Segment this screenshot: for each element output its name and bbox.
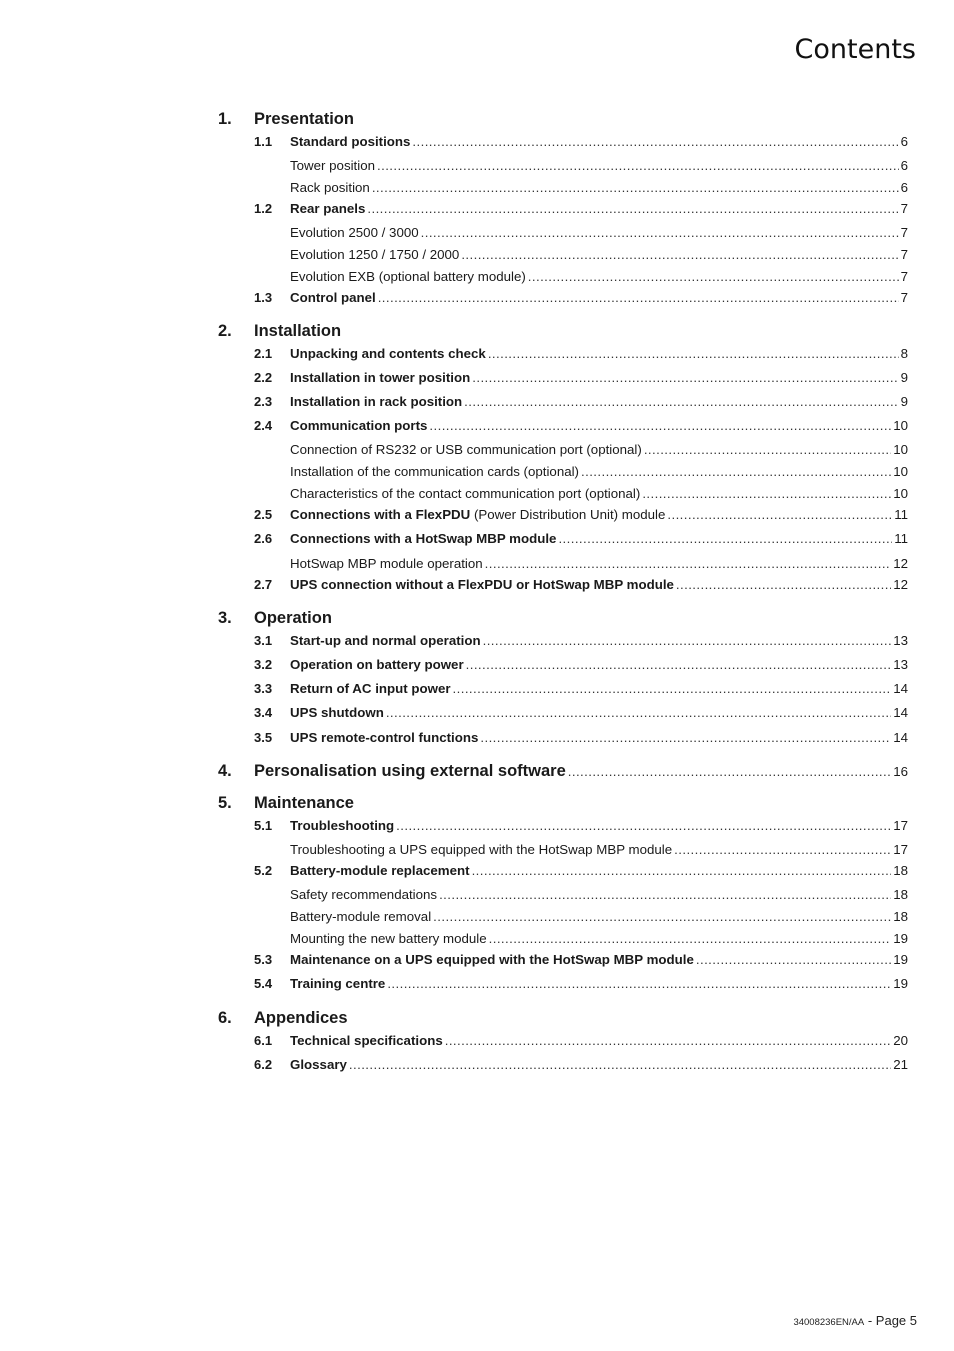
- toc-section-entry[interactable]: [218, 369, 908, 387]
- toc-entry-page-number: 11: [894, 531, 908, 546]
- dot-leader: [472, 369, 898, 387]
- toc-chapter-entry[interactable]: [218, 792, 908, 814]
- toc-entry-title-text: Rear panels: [290, 201, 366, 216]
- dot-leader: [367, 200, 898, 218]
- toc-entry-title-text: Troubleshooting a UPS equipped with the HotSwap MBP module: [290, 842, 673, 857]
- toc-entry-page-number: 19: [893, 976, 908, 991]
- page-title: Contents: [794, 34, 916, 65]
- toc-entry-page-number: 18: [893, 887, 908, 902]
- dot-leader: [667, 506, 892, 524]
- toc-entry-title-text: Unpacking and contents check: [290, 346, 486, 361]
- toc-section-entry[interactable]: [218, 345, 908, 363]
- toc-sub-entry[interactable]: [218, 224, 908, 242]
- toc-sub-entry[interactable]: [218, 268, 908, 286]
- toc-entry-title-text: Installation of the communication cards (optional): [290, 464, 579, 479]
- toc-sub-entry[interactable]: [218, 930, 908, 948]
- toc-section-entry[interactable]: [218, 680, 908, 698]
- toc-sub-entry[interactable]: [218, 157, 908, 175]
- toc-entry-title-text: Troubleshooting: [290, 818, 395, 833]
- toc-entry-title: [218, 1056, 347, 1074]
- toc-entry-number: 5.4: [254, 976, 273, 991]
- toc-entry-page-number: 6: [900, 180, 908, 195]
- toc-entry-title: [218, 680, 451, 698]
- toc-entry-page-number: 20: [893, 1033, 908, 1048]
- toc-entry-number: 3.4: [254, 705, 273, 720]
- toc-sub-entry[interactable]: [218, 908, 908, 926]
- toc-entry-title: [218, 607, 332, 629]
- toc-entry-page-number: 12: [893, 556, 908, 571]
- toc-entry-page-number: 7: [900, 247, 908, 262]
- toc-section-entry[interactable]: [218, 817, 908, 835]
- page-footer: [793, 1313, 917, 1328]
- toc-entry-title-text: Battery-module replacement: [290, 863, 470, 878]
- toc-entry-title: [218, 246, 459, 264]
- toc-entry-title-text: HotSwap MBP module operation: [290, 556, 483, 571]
- toc-sub-entry[interactable]: [218, 441, 908, 459]
- toc-entry-number: 1.3: [254, 290, 273, 305]
- toc-entry-title-text: Standard positions: [290, 134, 411, 149]
- dot-leader: [378, 289, 899, 307]
- toc-section-entry[interactable]: [218, 289, 908, 307]
- toc-entry-page-number: 7: [900, 290, 908, 305]
- toc-chapter-entry[interactable]: [218, 320, 908, 342]
- toc-entry-title-text: Maintenance on a UPS equipped with the HotSwap MBP module: [290, 952, 694, 967]
- toc-section-entry[interactable]: [218, 133, 908, 151]
- toc-entry-title-suffix: (Power Distribution Unit) module: [470, 507, 666, 522]
- dot-leader: [528, 268, 899, 286]
- toc-entry-number: 2.1: [254, 346, 273, 361]
- toc-entry-page-number: 18: [893, 909, 908, 924]
- toc-entry-title: [218, 951, 694, 969]
- toc-section-entry[interactable]: [218, 951, 908, 969]
- toc-entry-title-text: Appendices: [254, 1009, 348, 1027]
- toc-entry-title-text: Mounting the new battery module: [290, 931, 487, 946]
- toc-entry-number: 3.: [218, 609, 232, 627]
- dot-leader: [464, 393, 898, 411]
- toc-entry-number: 3.5: [254, 730, 273, 745]
- toc-entry-title: [218, 268, 526, 286]
- toc-entry-title: [218, 576, 674, 594]
- toc-entry-page-number: 19: [893, 931, 908, 946]
- toc-sub-entry[interactable]: [218, 886, 908, 904]
- toc-entry-page-number: 13: [893, 633, 908, 648]
- toc-entry-title-text: Characteristics of the contact communication port (optional): [290, 486, 641, 501]
- toc-entry-page-number: 16: [893, 764, 908, 779]
- dot-leader: [396, 817, 891, 835]
- toc-section-entry[interactable]: [218, 576, 908, 594]
- toc-entry-title-text: Connection of RS232 or USB communication port (optional): [290, 442, 642, 457]
- toc-entry-title-text: Rack position: [290, 180, 370, 195]
- dot-leader: [439, 886, 891, 904]
- toc-entry-title: [218, 441, 642, 459]
- toc-entry-page-number: 21: [893, 1057, 908, 1072]
- toc-entry-title: [218, 555, 483, 573]
- toc-entry-title-text: Start-up and normal operation: [290, 633, 481, 648]
- toc-entry-number: 1.: [218, 110, 232, 128]
- toc-chapter-entry[interactable]: [218, 1007, 908, 1029]
- dot-leader: [453, 680, 892, 698]
- dot-leader: [674, 841, 891, 859]
- toc-sub-entry[interactable]: [218, 841, 908, 859]
- toc-entry-title-text: Technical specifications: [290, 1033, 443, 1048]
- toc-entry-number: 5.: [218, 794, 232, 812]
- toc-section-entry[interactable]: [218, 417, 908, 435]
- toc-entry-title: [218, 1007, 348, 1029]
- dot-leader: [696, 951, 891, 969]
- dot-leader: [386, 704, 891, 722]
- toc-entry-title: [218, 841, 672, 859]
- toc-entry-number: 5.3: [254, 952, 273, 967]
- toc-chapter-entry[interactable]: [218, 108, 908, 130]
- toc-entry-number: 1.1: [254, 134, 273, 149]
- dot-leader: [433, 908, 891, 926]
- toc-entry-page-number: 7: [900, 201, 908, 216]
- toc-entry-page-number: 18: [893, 863, 908, 878]
- dot-leader: [412, 133, 898, 151]
- page-number: - Page 5: [864, 1313, 917, 1328]
- toc-entry-number: 3.1: [254, 633, 273, 648]
- toc-entry-title: [218, 417, 427, 435]
- toc-entry-number: 2.7: [254, 577, 273, 592]
- toc-entry-title-text: Evolution 1250 / 1750 / 2000: [290, 247, 460, 262]
- dot-leader: [581, 463, 891, 481]
- toc-entry-title-text: Maintenance: [254, 794, 354, 812]
- toc-entry-number: 2.5: [254, 507, 273, 522]
- toc-sub-entry[interactable]: [218, 246, 908, 264]
- toc-entry-title: [218, 224, 419, 242]
- dot-leader: [485, 555, 892, 573]
- toc-entry-title-text: Evolution 2500 / 3000: [290, 225, 419, 240]
- toc-sub-entry[interactable]: [218, 463, 908, 481]
- toc-entry-number: 6.: [218, 1009, 232, 1027]
- toc-entry-title: [218, 760, 566, 782]
- dot-leader: [349, 1056, 891, 1074]
- dot-leader: [429, 417, 891, 435]
- toc-entry-page-number: 14: [893, 705, 908, 720]
- toc-sub-entry[interactable]: [218, 555, 908, 573]
- dot-leader: [461, 246, 898, 264]
- toc-entry-page-number: 7: [900, 269, 908, 284]
- toc-entry-page-number: 10: [893, 418, 908, 433]
- toc-entry-page-number: 14: [893, 730, 908, 745]
- toc-entry-title-text: Operation: [254, 609, 332, 627]
- dot-leader: [568, 761, 891, 783]
- toc-entry-page-number: 17: [893, 842, 908, 857]
- toc-entry-title: [218, 320, 341, 342]
- toc-sub-entry[interactable]: [218, 179, 908, 197]
- toc-entry-title: [218, 506, 665, 524]
- toc-entry-page-number: 10: [893, 464, 908, 479]
- dot-leader: [644, 441, 891, 459]
- toc-entry-number: 3.3: [254, 681, 273, 696]
- toc-entry-title: [218, 133, 410, 151]
- toc-entry-page-number: 9: [900, 394, 908, 409]
- toc-entry-number: 1.2: [254, 201, 273, 216]
- toc-entry-title-text: Glossary: [290, 1057, 347, 1072]
- dot-leader: [488, 345, 899, 363]
- toc-entry-page-number: 6: [900, 158, 908, 173]
- toc-entry-number: 5.1: [254, 818, 273, 833]
- toc-entry-title-text: Installation in rack position: [290, 394, 463, 409]
- toc-entry-title-text: UPS remote-control functions: [290, 730, 479, 745]
- toc-entry-title-text: Connections with a HotSwap MBP module: [290, 531, 557, 546]
- toc-section-entry[interactable]: [218, 506, 908, 524]
- toc-section-entry[interactable]: [218, 1056, 908, 1074]
- toc-section-entry[interactable]: [218, 975, 908, 993]
- toc-chapter-entry[interactable]: [218, 760, 908, 783]
- dot-leader: [466, 656, 892, 674]
- toc-entry-page-number: 17: [893, 818, 908, 833]
- toc-entry-title-text: Training centre: [290, 976, 386, 991]
- toc-entry-title-text: UPS shutdown: [290, 705, 384, 720]
- dot-leader: [483, 632, 892, 650]
- toc-section-entry[interactable]: [218, 393, 908, 411]
- toc-entry-title-text: Personalisation using external software: [254, 762, 566, 780]
- dot-leader: [558, 530, 892, 548]
- toc-entry-page-number: 6: [900, 134, 908, 149]
- toc-entry-title: [218, 289, 376, 307]
- toc-entry-title-text: Battery-module removal: [290, 909, 432, 924]
- toc-entry-number: 2.2: [254, 370, 273, 385]
- toc-entry-page-number: 12: [893, 577, 908, 592]
- dot-leader: [377, 157, 899, 175]
- toc-section-entry[interactable]: [218, 200, 908, 218]
- toc-entry-title: [218, 157, 375, 175]
- dot-leader: [445, 1032, 891, 1050]
- dot-leader: [421, 224, 899, 242]
- toc-sub-entry[interactable]: [218, 485, 908, 503]
- toc-entry-title: [218, 886, 437, 904]
- toc-entry-title-text: Installation in tower position: [290, 370, 471, 385]
- toc-entry-title: [218, 200, 365, 218]
- toc-entry-page-number: 10: [893, 486, 908, 501]
- toc-entry-title: [218, 179, 370, 197]
- toc-entry-title: [218, 704, 384, 722]
- toc-entry-number: 2.3: [254, 394, 273, 409]
- dot-leader: [642, 485, 891, 503]
- toc-entry-title: [218, 108, 354, 130]
- toc-entry-number: 3.2: [254, 657, 273, 672]
- toc-entry-number: 2.: [218, 322, 232, 340]
- toc-entry-title-text: Evolution EXB (optional battery module): [290, 269, 526, 284]
- toc-section-entry[interactable]: [218, 704, 908, 722]
- toc-entry-page-number: 19: [893, 952, 908, 967]
- toc-entry-number: 2.4: [254, 418, 273, 433]
- toc-entry-title: [218, 792, 354, 814]
- toc-entry-title-text: UPS connection without a FlexPDU or HotSwap MBP module: [290, 577, 674, 592]
- toc-entry-page-number: 10: [893, 442, 908, 457]
- toc-entry-title-text: Control panel: [290, 290, 376, 305]
- toc-entry-title: [218, 817, 394, 835]
- toc-entry-number: 6.2: [254, 1057, 273, 1072]
- toc-section-entry[interactable]: [218, 656, 908, 674]
- dot-leader: [489, 930, 892, 948]
- toc-entry-number: 6.1: [254, 1033, 273, 1048]
- toc-entry-page-number: 13: [893, 657, 908, 672]
- toc-entry-title-text: Communication ports: [290, 418, 428, 433]
- toc-section-entry[interactable]: [218, 530, 908, 548]
- toc-entry-title-text: Tower position: [290, 158, 375, 173]
- toc-entry-number: 5.2: [254, 863, 273, 878]
- toc-chapter-entry[interactable]: [218, 607, 908, 629]
- toc-section-entry[interactable]: [218, 632, 908, 650]
- toc-entry-title: [218, 975, 385, 993]
- toc-entry-page-number: 11: [894, 507, 908, 522]
- toc-entry-page-number: 9: [900, 370, 908, 385]
- toc-entry-title: [218, 1032, 443, 1050]
- toc-entry-number: 2.6: [254, 531, 273, 546]
- toc-entry-page-number: 14: [893, 681, 908, 696]
- toc-entry-title-text: Connections with a FlexPDU: [290, 507, 471, 522]
- toc-section-entry[interactable]: [218, 729, 908, 747]
- toc-entry-title-text: Safety recommendations: [290, 887, 438, 902]
- toc-entry-number: 4.: [218, 762, 232, 780]
- toc-entry-title: [218, 930, 487, 948]
- document-code: 34008236EN/AA: [793, 1317, 865, 1328]
- toc-entry-title: [218, 908, 431, 926]
- toc-entry-title-text: Installation: [254, 322, 342, 340]
- toc-entry-title-text: Operation on battery power: [290, 657, 464, 672]
- toc-entry-title: [218, 485, 640, 503]
- toc-entry-page-number: 7: [900, 225, 908, 240]
- dot-leader: [676, 576, 891, 594]
- dot-leader: [480, 729, 891, 747]
- toc-section-entry[interactable]: [218, 862, 908, 880]
- dot-leader: [472, 862, 892, 880]
- toc-entry-title-text: Presentation: [254, 110, 354, 128]
- toc-entry-page-number: 8: [900, 346, 908, 361]
- toc-entry-title: [218, 463, 579, 481]
- dot-leader: [387, 975, 891, 993]
- toc-entry-title-text: Return of AC input power: [290, 681, 451, 696]
- toc-section-entry[interactable]: [218, 1032, 908, 1050]
- dot-leader: [372, 179, 899, 197]
